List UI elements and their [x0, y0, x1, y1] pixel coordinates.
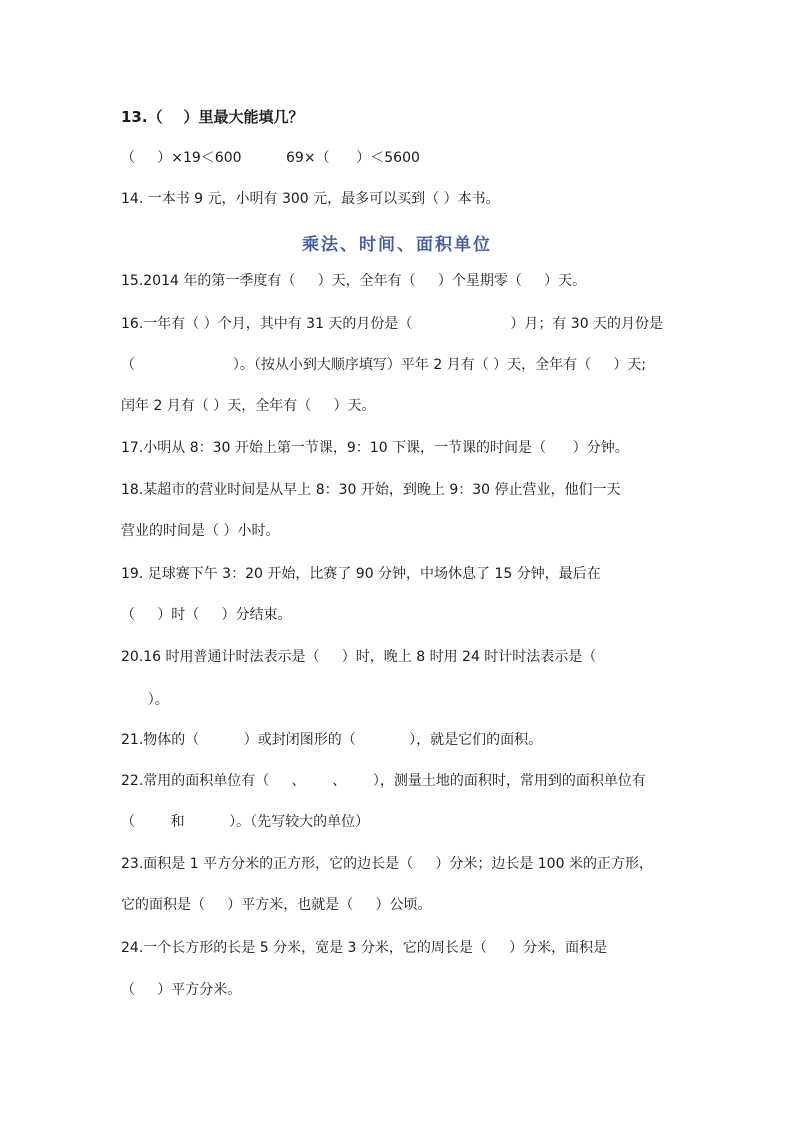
question-19-line-1: 19. 足球赛下午 3：20 开始，比赛了 90 分钟，中场休息了 15 分钟，最后在 [121, 566, 601, 582]
question-13-items: （ ）×19＜600 69×（ ）＜5600 [121, 150, 420, 166]
question-13-title: 13.（ ）里最大能填几？ [121, 108, 304, 126]
question-17: 17.小明从 8：30 开始上第一节课，9：10 下课，一节课的时间是（ ）分钟。 [121, 440, 629, 456]
question-24-line-1: 24.一个长方形的长是 5 分米，宽是 3 分米，它的周长是（ ）分米，面积是 [121, 940, 608, 956]
question-14: 14. 一本书 9 元，小明有 300 元，最多可以买到（ ）本书。 [121, 191, 500, 207]
question-16-line-1: 16.一年有（ ）个月，其中有 31 天的月份是（ ）月；有 30 天的月份是 [121, 316, 664, 332]
question-23-line-2: 它的面积是（ ）平方米，也就是（ ）公顷。 [121, 897, 432, 913]
question-23-line-1: 23.面积是 1 平方分米的正方形，它的边长是（ ）分米；边长是 100 米的正方形， [121, 856, 653, 872]
section-heading: 乘法、时间、面积单位 [302, 235, 492, 255]
question-16-line-3: 闰年 2 月有（ ）天，全年有（ ）天。 [121, 398, 376, 414]
question-20-line-2: ）。 [121, 692, 169, 708]
question-18-line-1: 18.某超市的营业时间是从早上 8：30 开始，到晚上 9：30 停止营业，他们一天 [121, 482, 621, 498]
question-21: 21.物体的（ ）或封闭图形的（ ），就是它们的面积。 [121, 732, 543, 748]
question-20-line-1: 20.16 时用普通计时法表示是（ ）时，晚上 8 时用 24 时计时法表示是（ [121, 649, 597, 665]
question-18-line-2: 营业的时间是（ ）小时。 [121, 523, 280, 539]
question-24-line-2: （ ）平方分米。 [121, 982, 242, 998]
question-22-line-2: （ 和 ）。（先写较大的单位） [121, 814, 370, 830]
question-22-line-1: 22.常用的面积单位有（ 、 、 ），测量土地的面积时，常用到的面积单位有 [121, 773, 646, 789]
question-16-line-2: （ ）。（按从小到大顺序填写）平年 2 月有（ ）天，全年有（ ）天; [121, 357, 647, 373]
question-19-line-2: （ ）时（ ）分结束。 [121, 607, 292, 623]
question-15: 15.2014 年的第一季度有（ ）天，全年有（ ）个星期零（ ）天。 [121, 273, 587, 289]
